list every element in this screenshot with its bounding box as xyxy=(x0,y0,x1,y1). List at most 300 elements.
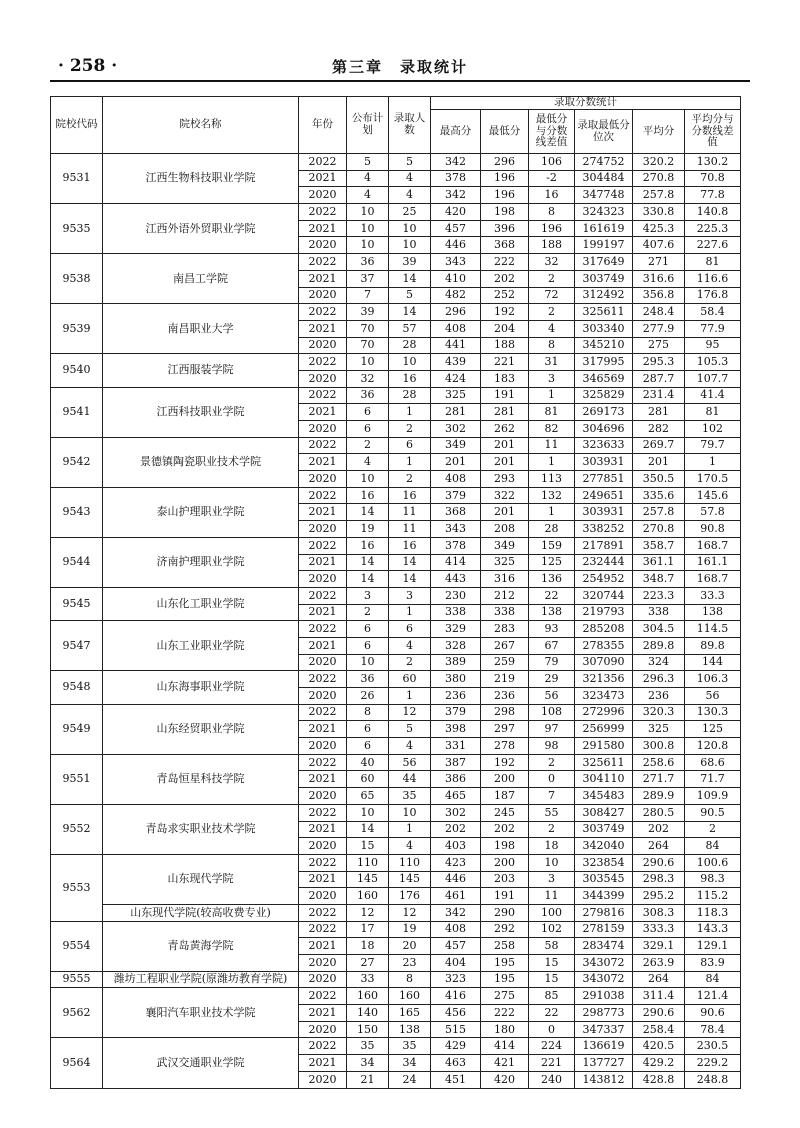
header-avg: 平均分 xyxy=(633,110,685,154)
cell-max: 302 xyxy=(431,421,481,438)
cell-max: 446 xyxy=(431,871,481,888)
cell-year: 2021 xyxy=(299,1055,347,1072)
cell-min-rank: 279816 xyxy=(575,904,633,921)
cell-plan: 70 xyxy=(347,320,389,337)
cell-max: 236 xyxy=(431,688,481,705)
cell-max: 439 xyxy=(431,354,481,371)
cell-avg-diff: 81 xyxy=(685,404,741,421)
cell-plan: 6 xyxy=(347,637,389,654)
cell-min-diff: 1 xyxy=(529,454,575,471)
cell-min-diff: 240 xyxy=(529,1071,575,1088)
school-name: 济南护理职业学院 xyxy=(103,537,299,587)
cell-min: 338 xyxy=(481,604,529,621)
school-name: 江西科技职业学院 xyxy=(103,387,299,437)
header-rule xyxy=(50,80,750,82)
cell-min-rank: 285208 xyxy=(575,621,633,638)
cell-max: 343 xyxy=(431,254,481,271)
school-code: 9549 xyxy=(51,704,103,754)
cell-avg: 358.7 xyxy=(633,537,685,554)
table-row xyxy=(51,487,741,504)
cell-min-diff: 196 xyxy=(529,220,575,237)
cell-min-diff: 11 xyxy=(529,437,575,454)
cell-plan: 4 xyxy=(347,454,389,471)
table-row xyxy=(51,754,741,771)
cell-avg-diff: 176.8 xyxy=(685,287,741,304)
cell-plan: 14 xyxy=(347,504,389,521)
cell-year: 2022 xyxy=(299,437,347,454)
cell-avg: 356.8 xyxy=(633,287,685,304)
table-row xyxy=(51,988,741,1005)
cell-min-rank: 343072 xyxy=(575,955,633,972)
cell-avg-diff: 95 xyxy=(685,337,741,354)
cell-plan: 16 xyxy=(347,537,389,554)
cell-plan: 140 xyxy=(347,1005,389,1022)
school-code: 9564 xyxy=(51,1038,103,1088)
cell-min: 259 xyxy=(481,654,529,671)
cell-avg: 350.5 xyxy=(633,471,685,488)
cell-plan: 10 xyxy=(347,471,389,488)
cell-admitted: 12 xyxy=(389,704,431,721)
cell-admitted: 23 xyxy=(389,955,431,972)
cell-year: 2022 xyxy=(299,704,347,721)
cell-plan: 16 xyxy=(347,487,389,504)
cell-min: 245 xyxy=(481,804,529,821)
cell-avg-diff: 130.3 xyxy=(685,704,741,721)
cell-min-diff: 15 xyxy=(529,955,575,972)
cell-max: 446 xyxy=(431,237,481,254)
cell-year: 2021 xyxy=(299,821,347,838)
cell-avg-diff: 100.6 xyxy=(685,854,741,871)
cell-avg-diff: 102 xyxy=(685,421,741,438)
cell-min-diff: 81 xyxy=(529,404,575,421)
cell-min-rank: 308427 xyxy=(575,804,633,821)
school-name: 江西外语外贸职业学院 xyxy=(103,204,299,254)
cell-avg-diff: 83.9 xyxy=(685,955,741,972)
cell-min-rank: 342040 xyxy=(575,838,633,855)
cell-avg: 324 xyxy=(633,654,685,671)
cell-admitted: 14 xyxy=(389,571,431,588)
cell-max: 482 xyxy=(431,287,481,304)
cell-admitted: 5 xyxy=(389,721,431,738)
cell-min: 192 xyxy=(481,754,529,771)
cell-min: 283 xyxy=(481,621,529,638)
table-row xyxy=(51,854,741,871)
cell-min: 325 xyxy=(481,554,529,571)
cell-avg: 269.7 xyxy=(633,437,685,454)
cell-avg: 248.4 xyxy=(633,304,685,321)
cell-avg-diff: 70.8 xyxy=(685,170,741,187)
cell-avg: 263.9 xyxy=(633,955,685,972)
cell-max: 404 xyxy=(431,955,481,972)
cell-avg-diff: 84 xyxy=(685,838,741,855)
cell-admitted: 16 xyxy=(389,537,431,554)
cell-min-rank: 317649 xyxy=(575,254,633,271)
cell-plan: 14 xyxy=(347,554,389,571)
cell-avg-diff: 118.3 xyxy=(685,904,741,921)
cell-plan: 33 xyxy=(347,971,389,988)
cell-min-diff: 125 xyxy=(529,554,575,571)
cell-min-diff: 221 xyxy=(529,1055,575,1072)
cell-max: 342 xyxy=(431,154,481,171)
cell-avg-diff: 115.2 xyxy=(685,888,741,905)
cell-plan: 6 xyxy=(347,738,389,755)
cell-min-rank: 321356 xyxy=(575,671,633,688)
cell-min: 202 xyxy=(481,270,529,287)
cell-year: 2021 xyxy=(299,604,347,621)
cell-min: 201 xyxy=(481,454,529,471)
cell-admitted: 4 xyxy=(389,187,431,204)
cell-min-rank: 278159 xyxy=(575,921,633,938)
cell-min-rank: 323473 xyxy=(575,688,633,705)
table-row xyxy=(51,904,741,921)
cell-year: 2022 xyxy=(299,354,347,371)
cell-year: 2021 xyxy=(299,938,347,955)
cell-plan: 10 xyxy=(347,654,389,671)
cell-min-diff: 0 xyxy=(529,1021,575,1038)
cell-avg-diff: 109.9 xyxy=(685,788,741,805)
cell-plan: 10 xyxy=(347,804,389,821)
cell-min-diff: 2 xyxy=(529,304,575,321)
cell-min-diff: 8 xyxy=(529,204,575,221)
cell-min: 262 xyxy=(481,421,529,438)
cell-plan: 14 xyxy=(347,571,389,588)
cell-min-diff: 159 xyxy=(529,537,575,554)
cell-plan: 4 xyxy=(347,170,389,187)
cell-min-rank: 249651 xyxy=(575,487,633,504)
cell-admitted: 25 xyxy=(389,204,431,221)
cell-min-rank: 303749 xyxy=(575,270,633,287)
cell-plan: 10 xyxy=(347,237,389,254)
cell-min-rank: 298773 xyxy=(575,1005,633,1022)
cell-admitted: 176 xyxy=(389,888,431,905)
cell-plan: 8 xyxy=(347,704,389,721)
cell-min: 396 xyxy=(481,220,529,237)
cell-plan: 32 xyxy=(347,370,389,387)
table-row xyxy=(51,1038,741,1055)
cell-avg-diff: 170.5 xyxy=(685,471,741,488)
cell-admitted: 10 xyxy=(389,220,431,237)
table-row xyxy=(51,154,741,171)
table-row xyxy=(51,537,741,554)
cell-year: 2022 xyxy=(299,304,347,321)
cell-avg: 429.2 xyxy=(633,1055,685,1072)
cell-year: 2022 xyxy=(299,387,347,404)
cell-plan: 145 xyxy=(347,871,389,888)
cell-min-rank: 304110 xyxy=(575,771,633,788)
cell-plan: 2 xyxy=(347,437,389,454)
cell-year: 2020 xyxy=(299,187,347,204)
cell-avg: 335.6 xyxy=(633,487,685,504)
cell-min: 204 xyxy=(481,320,529,337)
cell-min: 420 xyxy=(481,1071,529,1088)
cell-avg: 287.7 xyxy=(633,370,685,387)
cell-avg-diff: 84 xyxy=(685,971,741,988)
cell-min-rank: 304696 xyxy=(575,421,633,438)
cell-min-diff: 56 xyxy=(529,688,575,705)
cell-avg: 330.8 xyxy=(633,204,685,221)
cell-min-diff: 224 xyxy=(529,1038,575,1055)
cell-min-diff: 98 xyxy=(529,738,575,755)
school-name: 青岛恒星科技学院 xyxy=(103,754,299,804)
cell-min-diff: 93 xyxy=(529,621,575,638)
school-code: 9545 xyxy=(51,587,103,620)
cell-avg-diff: 105.3 xyxy=(685,354,741,371)
cell-avg-diff: 125 xyxy=(685,721,741,738)
cell-min: 200 xyxy=(481,771,529,788)
cell-min-rank: 269173 xyxy=(575,404,633,421)
cell-min-rank: 323854 xyxy=(575,854,633,871)
cell-min-diff: 22 xyxy=(529,1005,575,1022)
school-code: 9541 xyxy=(51,387,103,437)
cell-year: 2020 xyxy=(299,287,347,304)
cell-max: 410 xyxy=(431,270,481,287)
cell-min-rank: 312492 xyxy=(575,287,633,304)
cell-min-diff: 138 xyxy=(529,604,575,621)
cell-min: 196 xyxy=(481,170,529,187)
cell-plan: 26 xyxy=(347,688,389,705)
header-admitted: 录取人数 xyxy=(389,97,431,154)
cell-avg-diff: 114.5 xyxy=(685,621,741,638)
school-code: 9562 xyxy=(51,988,103,1038)
cell-avg-diff: 57.8 xyxy=(685,504,741,521)
cell-min: 201 xyxy=(481,437,529,454)
school-code: 9552 xyxy=(51,804,103,854)
school-name: 武汉交通职业学院 xyxy=(103,1038,299,1088)
page-header xyxy=(50,50,750,80)
cell-year: 2020 xyxy=(299,1021,347,1038)
cell-max: 451 xyxy=(431,1071,481,1088)
cell-year: 2020 xyxy=(299,888,347,905)
school-name: 襄阳汽车职业技术学院 xyxy=(103,988,299,1038)
cell-admitted: 1 xyxy=(389,404,431,421)
cell-min: 368 xyxy=(481,237,529,254)
cell-avg-diff: 129.1 xyxy=(685,938,741,955)
cell-plan: 6 xyxy=(347,404,389,421)
school-code: 9540 xyxy=(51,354,103,387)
cell-min: 252 xyxy=(481,287,529,304)
header-max: 最高分 xyxy=(431,110,481,154)
cell-avg-diff: 56 xyxy=(685,688,741,705)
cell-avg-diff: 68.6 xyxy=(685,754,741,771)
cell-admitted: 57 xyxy=(389,320,431,337)
cell-year: 2020 xyxy=(299,838,347,855)
cell-plan: 36 xyxy=(347,254,389,271)
cell-plan: 10 xyxy=(347,354,389,371)
cell-admitted: 2 xyxy=(389,471,431,488)
cell-min: 203 xyxy=(481,871,529,888)
school-name: 南昌工学院 xyxy=(103,254,299,304)
cell-plan: 70 xyxy=(347,337,389,354)
cell-min-diff: 108 xyxy=(529,704,575,721)
cell-min: 200 xyxy=(481,854,529,871)
cell-max: 420 xyxy=(431,204,481,221)
cell-min: 183 xyxy=(481,370,529,387)
cell-avg-diff: 144 xyxy=(685,654,741,671)
cell-avg-diff: 89.8 xyxy=(685,637,741,654)
school-name: 山东经贸职业学院 xyxy=(103,704,299,754)
school-name: 山东化工职业学院 xyxy=(103,587,299,620)
cell-max: 387 xyxy=(431,754,481,771)
cell-year: 2021 xyxy=(299,871,347,888)
cell-year: 2022 xyxy=(299,921,347,938)
cell-max: 408 xyxy=(431,471,481,488)
cell-max: 379 xyxy=(431,487,481,504)
cell-year: 2022 xyxy=(299,587,347,604)
school-name: 山东现代学院 xyxy=(103,854,299,904)
cell-max: 414 xyxy=(431,554,481,571)
cell-min: 195 xyxy=(481,955,529,972)
cell-min-rank: 278355 xyxy=(575,637,633,654)
cell-admitted: 6 xyxy=(389,621,431,638)
cell-avg: 257.8 xyxy=(633,187,685,204)
cell-avg-diff: 138 xyxy=(685,604,741,621)
table-row xyxy=(51,387,741,404)
school-code: 9547 xyxy=(51,621,103,671)
cell-avg-diff: 121.4 xyxy=(685,988,741,1005)
cell-avg: 333.3 xyxy=(633,921,685,938)
cell-avg: 258.6 xyxy=(633,754,685,771)
cell-max: 328 xyxy=(431,637,481,654)
cell-admitted: 56 xyxy=(389,754,431,771)
cell-max: 398 xyxy=(431,721,481,738)
cell-min-rank: 274752 xyxy=(575,154,633,171)
cell-admitted: 14 xyxy=(389,304,431,321)
cell-admitted: 145 xyxy=(389,871,431,888)
cell-max: 386 xyxy=(431,771,481,788)
cell-avg: 296.3 xyxy=(633,671,685,688)
cell-min-rank: 161619 xyxy=(575,220,633,237)
cell-avg: 289.8 xyxy=(633,637,685,654)
cell-min-rank: 346569 xyxy=(575,370,633,387)
cell-admitted: 60 xyxy=(389,671,431,688)
cell-min-diff: 16 xyxy=(529,187,575,204)
cell-admitted: 4 xyxy=(389,838,431,855)
cell-admitted: 5 xyxy=(389,287,431,304)
cell-plan: 6 xyxy=(347,721,389,738)
school-name: 青岛黄海学院 xyxy=(103,921,299,971)
cell-max: 461 xyxy=(431,888,481,905)
cell-avg: 300.8 xyxy=(633,738,685,755)
cell-avg: 258.4 xyxy=(633,1021,685,1038)
cell-min: 236 xyxy=(481,688,529,705)
cell-plan: 19 xyxy=(347,521,389,538)
cell-min-rank: 338252 xyxy=(575,521,633,538)
cell-min-rank: 325611 xyxy=(575,754,633,771)
cell-max: 331 xyxy=(431,738,481,755)
header-min-diff: 最低分与分数线差值 xyxy=(529,110,575,154)
school-code: 9544 xyxy=(51,537,103,587)
school-code: 9535 xyxy=(51,204,103,254)
cell-avg: 338 xyxy=(633,604,685,621)
cell-avg-diff: 90.8 xyxy=(685,521,741,538)
cell-year: 2020 xyxy=(299,788,347,805)
cell-admitted: 2 xyxy=(389,654,431,671)
cell-avg-diff: 143.3 xyxy=(685,921,741,938)
cell-min: 221 xyxy=(481,354,529,371)
cell-year: 2022 xyxy=(299,537,347,554)
cell-plan: 14 xyxy=(347,821,389,838)
cell-max: 424 xyxy=(431,370,481,387)
cell-min-diff: 82 xyxy=(529,421,575,438)
cell-max: 325 xyxy=(431,387,481,404)
cell-plan: 160 xyxy=(347,888,389,905)
cell-max: 443 xyxy=(431,571,481,588)
table-row xyxy=(51,354,741,371)
cell-year: 2022 xyxy=(299,854,347,871)
cell-year: 2020 xyxy=(299,521,347,538)
cell-avg: 271 xyxy=(633,254,685,271)
cell-max: 429 xyxy=(431,1038,481,1055)
cell-min: 192 xyxy=(481,304,529,321)
cell-year: 2022 xyxy=(299,204,347,221)
cell-min-diff: 102 xyxy=(529,921,575,938)
table-row xyxy=(51,921,741,938)
cell-min-rank: 320744 xyxy=(575,587,633,604)
cell-min-diff: 0 xyxy=(529,771,575,788)
cell-year: 2021 xyxy=(299,637,347,654)
table-row xyxy=(51,304,741,321)
cell-avg: 298.3 xyxy=(633,871,685,888)
table-row xyxy=(51,804,741,821)
cell-avg: 311.4 xyxy=(633,988,685,1005)
cell-min-diff: 2 xyxy=(529,754,575,771)
school-code: 9553 xyxy=(51,854,103,921)
cell-plan: 15 xyxy=(347,838,389,855)
cell-max: 441 xyxy=(431,337,481,354)
table-row xyxy=(51,704,741,721)
cell-min-rank: 272996 xyxy=(575,704,633,721)
cell-year: 2021 xyxy=(299,454,347,471)
cell-plan: 10 xyxy=(347,204,389,221)
cell-min: 187 xyxy=(481,788,529,805)
cell-max: 378 xyxy=(431,537,481,554)
cell-year: 2022 xyxy=(299,988,347,1005)
cell-min-rank: 303931 xyxy=(575,504,633,521)
cell-admitted: 16 xyxy=(389,487,431,504)
cell-min-rank: 343072 xyxy=(575,971,633,988)
cell-plan: 18 xyxy=(347,938,389,955)
cell-min-rank: 303749 xyxy=(575,821,633,838)
school-code: 9538 xyxy=(51,254,103,304)
school-code: 9531 xyxy=(51,154,103,204)
cell-avg-diff: 41.4 xyxy=(685,387,741,404)
cell-plan: 12 xyxy=(347,904,389,921)
cell-avg: 202 xyxy=(633,821,685,838)
cell-admitted: 24 xyxy=(389,1071,431,1088)
cell-plan: 39 xyxy=(347,304,389,321)
cell-plan: 17 xyxy=(347,921,389,938)
cell-min-rank: 303931 xyxy=(575,454,633,471)
cell-avg-diff: 1 xyxy=(685,454,741,471)
cell-avg: 264 xyxy=(633,971,685,988)
cell-avg: 282 xyxy=(633,421,685,438)
cell-min-diff: 29 xyxy=(529,671,575,688)
cell-admitted: 4 xyxy=(389,170,431,187)
cell-min-rank: 303340 xyxy=(575,320,633,337)
cell-min: 191 xyxy=(481,888,529,905)
cell-admitted: 35 xyxy=(389,788,431,805)
cell-year: 2022 xyxy=(299,804,347,821)
cell-avg: 325 xyxy=(633,721,685,738)
cell-avg-diff: 77.8 xyxy=(685,187,741,204)
cell-min-diff: 28 xyxy=(529,521,575,538)
cell-min: 198 xyxy=(481,204,529,221)
cell-min-rank: 136619 xyxy=(575,1038,633,1055)
cell-plan: 36 xyxy=(347,671,389,688)
cell-max: 323 xyxy=(431,971,481,988)
cell-max: 408 xyxy=(431,320,481,337)
cell-avg-diff: 145.6 xyxy=(685,487,741,504)
